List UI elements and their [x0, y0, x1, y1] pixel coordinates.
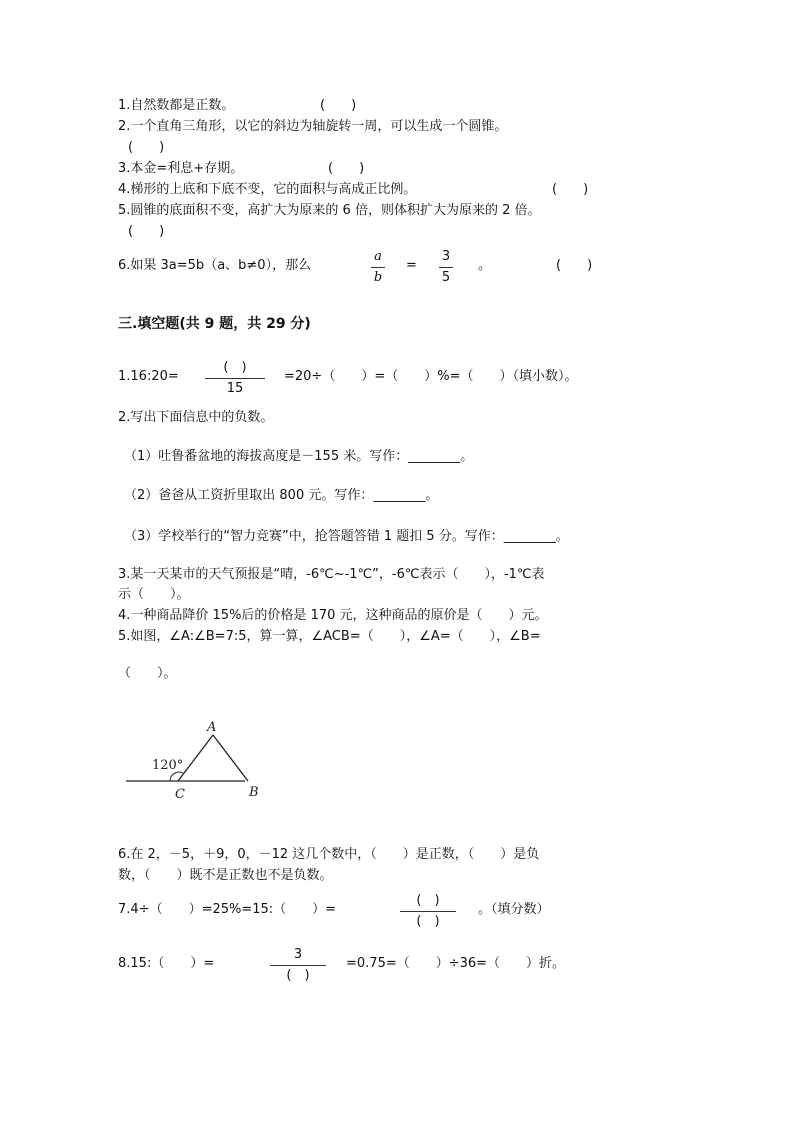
- fill-q8-prefix: 8.15:（ ）=: [118, 956, 215, 971]
- fill-q2-title: 2.写出下面信息中的负数。: [118, 410, 274, 425]
- judge-q3-text: 3.本金=利息+存期。: [118, 161, 244, 176]
- triangle-figure: [120, 718, 280, 802]
- fraction-denominator: ( ): [286, 968, 310, 983]
- fill-q2-sub2: （2）爸爸从工资折里取出 800 元。写作：________。: [124, 488, 439, 503]
- fill-q5-line2: （ ）。: [118, 666, 177, 681]
- fill-q8-rest: =0.75=（ ）÷36=（ ）折。: [346, 956, 566, 971]
- fill-q7-prefix: 7.4÷（ ）=25%=15:（ ）=: [118, 902, 337, 917]
- fraction-denominator: ( ): [416, 914, 440, 929]
- fraction-bar: [371, 267, 385, 268]
- fill-q3-line2: 示（ ）。: [118, 587, 190, 602]
- fraction-bar: [270, 965, 326, 966]
- judge-q5-text: 5.圆锥的底面积不变，高扩大为原来的 6 倍，则体积扩大为原来的 2 倍。: [118, 203, 541, 218]
- fraction-numerator: 3: [293, 947, 303, 962]
- fill-q3-line1: 3.某一天某市的天气预报是“晴，-6℃~-1℃”，-6℃表示（ ），-1℃表: [118, 567, 545, 582]
- fill-q2-sub1: （1）吐鲁番盆地的海拔高度是－155 米。写作：________。: [124, 449, 474, 464]
- fill-q7-rest: 。（填分数）: [478, 902, 550, 917]
- fill-q8-fraction: [270, 947, 326, 984]
- judge-q1-text: 1.自然数都是正数。: [118, 98, 235, 113]
- fraction-denominator: 15: [226, 381, 244, 396]
- fraction-bar: [400, 911, 456, 912]
- fraction-bar: [439, 267, 453, 268]
- fraction-bar: [205, 378, 265, 379]
- fill-q4-text: 4.一种商品降价 15%后的价格是 170 元，这种商品的原价是（ ）元。: [118, 608, 548, 623]
- fraction-numerator: a: [374, 249, 382, 264]
- side-ab: [213, 735, 248, 781]
- section-heading: 三.填空题(共 9 题，共 29 分): [118, 316, 311, 332]
- vertex-c-label: C: [175, 787, 185, 802]
- judge-q1-answer: ( ): [320, 98, 357, 113]
- judge-q6-equals: =: [406, 258, 417, 273]
- angle-label: 120°: [152, 758, 184, 773]
- judge-q3-answer: ( ): [328, 161, 365, 176]
- vertex-a-label: A: [207, 720, 217, 735]
- fill-q5-line1: 5.如图，∠A:∠B=7:5，算一算，∠ACB=（ ），∠A=（ ），∠B=: [118, 629, 541, 644]
- judge-q6-fraction-ab: [348, 249, 408, 286]
- fill-q1-fraction: [205, 360, 265, 397]
- fraction-numerator: 3: [441, 249, 451, 264]
- fill-q1-rest: =20÷（ ）=（ ）%=（ ）（填小数）。: [284, 369, 578, 384]
- judge-q6-text: 6.如果 3a=5b（a、b≠0），那么: [118, 258, 312, 273]
- judge-q6-period: 。: [478, 258, 492, 273]
- fraction-denominator: 5: [441, 270, 451, 285]
- judge-q2-text: 2.一个直角三角形，以它的斜边为轴旋转一周，可以生成一个圆锥。: [118, 119, 508, 134]
- judge-q6-answer: ( ): [556, 258, 593, 273]
- judge-q6-fraction-35: [416, 249, 476, 286]
- fraction-numerator: ( ): [223, 360, 247, 375]
- judge-q4-text: 4.梯形的上底和下底不变，它的面积与高成正比例。: [118, 182, 417, 197]
- fill-q1-prefix: 1.16:20=: [118, 369, 179, 384]
- judge-q5-answer: ( ): [128, 224, 165, 239]
- fill-q6-line2: 数，（ ）既不是正数也不是负数。: [118, 868, 333, 883]
- fraction-denominator: b: [373, 270, 383, 285]
- fill-q7-fraction: [400, 893, 456, 930]
- judge-q4-answer: ( ): [552, 182, 589, 197]
- fraction-numerator: ( ): [416, 893, 440, 908]
- fill-q6-line1: 6.在 2，－5，＋9，0，－12 这几个数中，（ ）是正数，（ ）是负: [118, 847, 540, 862]
- fill-q2-sub3: （3）学校举行的“智力竞赛”中，抢答题答错 1 题扣 5 分。写作：________。: [124, 529, 569, 544]
- vertex-b-label: B: [249, 785, 259, 800]
- judge-q2-answer: ( ): [128, 140, 165, 155]
